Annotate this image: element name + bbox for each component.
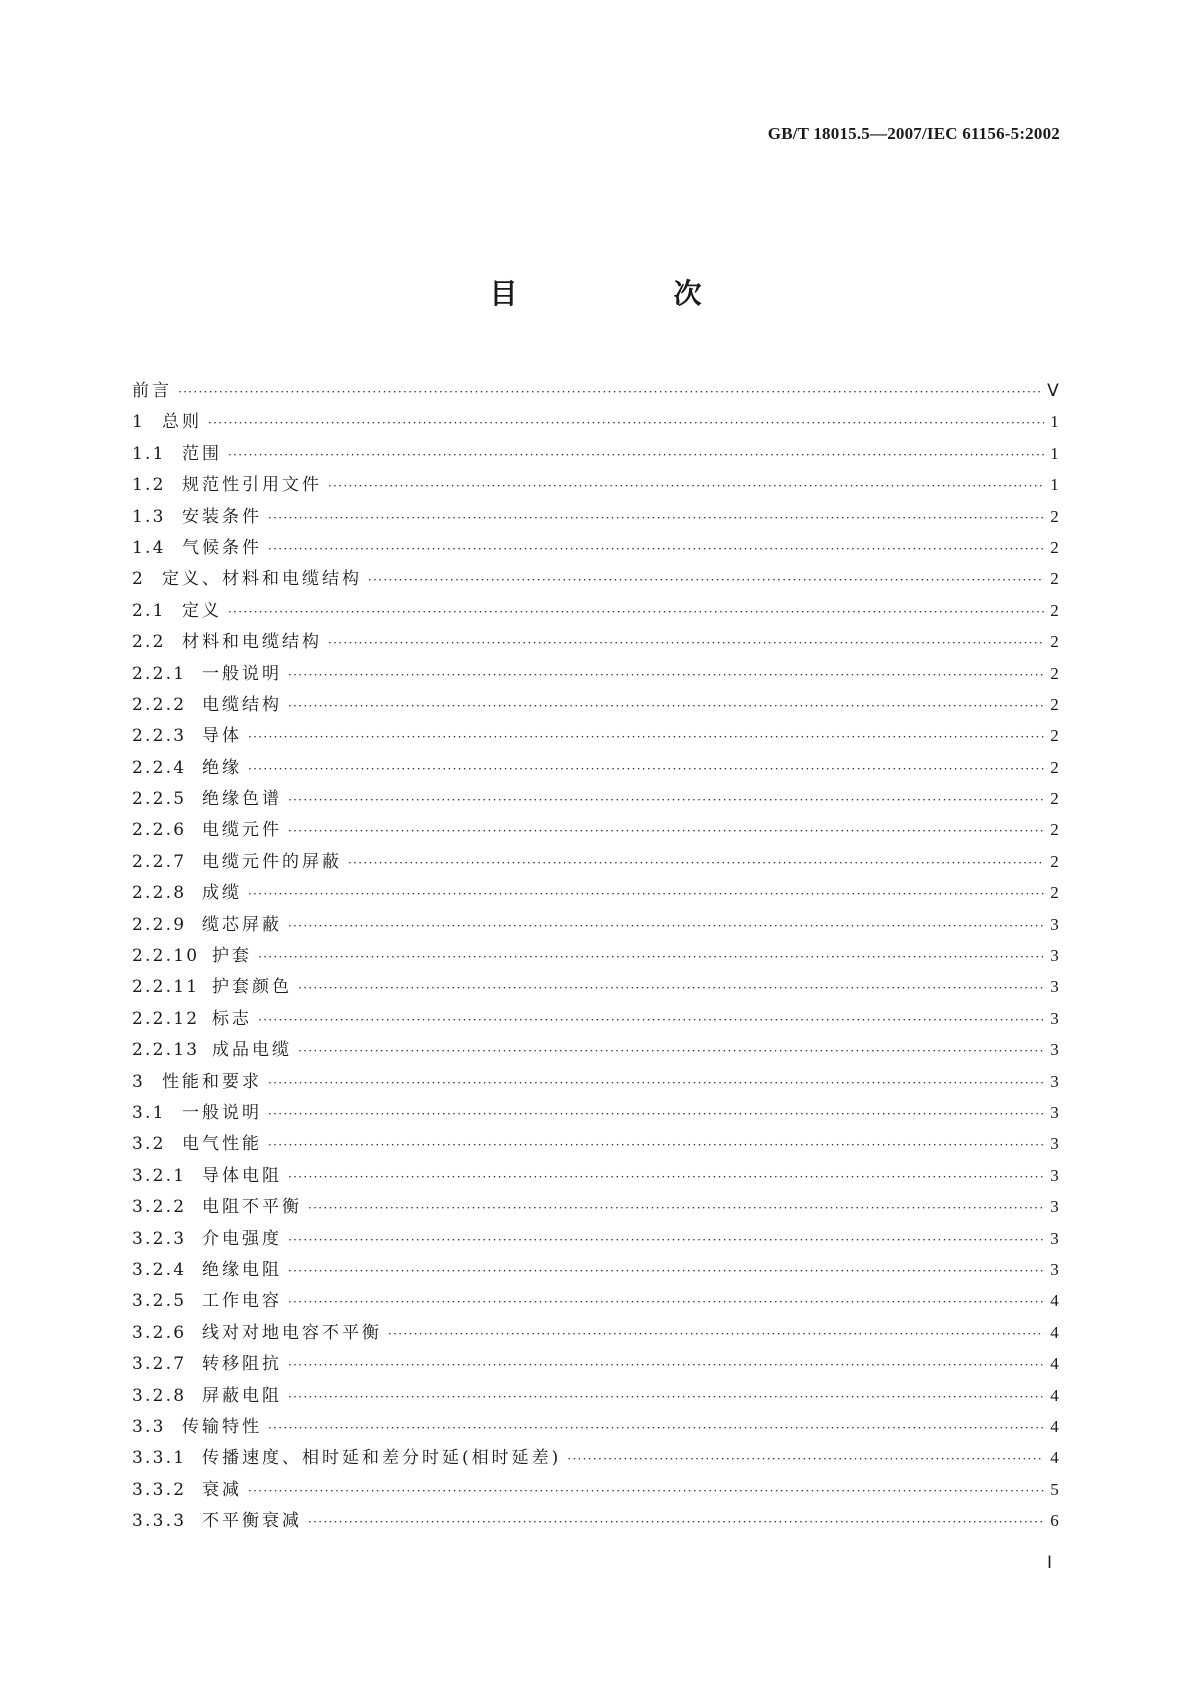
toc-entry-page: 3: [1050, 1040, 1060, 1060]
page-number: Ⅰ: [1046, 1553, 1052, 1572]
leader-dots: [288, 668, 1044, 682]
toc-entry[interactable]: [132, 753, 1060, 784]
toc-entry[interactable]: [132, 815, 1060, 846]
leader-dots: [248, 730, 1044, 744]
leader-dots: [228, 605, 1044, 619]
leader-dots: [288, 1233, 1044, 1247]
toc-entry[interactable]: [132, 1412, 1060, 1443]
leader-dots: [268, 511, 1044, 525]
toc-entry-label: 成缆: [202, 883, 242, 904]
toc-entry-label: 标志: [212, 1008, 252, 1029]
toc-entry[interactable]: [132, 721, 1060, 752]
toc-entry[interactable]: [132, 407, 1060, 438]
toc-entry-label: 传播速度、相时延和差分时延(相时延差): [202, 1448, 562, 1469]
toc-entry-page: 2: [1050, 883, 1060, 903]
leader-dots: [268, 1138, 1044, 1152]
toc-entry-label: 电气性能: [182, 1134, 262, 1155]
page-title: 目 次: [489, 277, 766, 310]
toc-entry-page: Ⅴ: [1047, 381, 1060, 400]
leader-dots: [308, 1201, 1044, 1215]
toc-entry[interactable]: [132, 470, 1060, 501]
toc-entry[interactable]: [132, 1318, 1060, 1349]
toc-entry-label: 缆芯屏蔽: [202, 914, 282, 935]
toc-entry[interactable]: [132, 502, 1060, 533]
toc-entry-page: 2: [1050, 600, 1060, 620]
toc-entry-number: 2.2.4: [132, 757, 187, 778]
toc-entry-label: 转移阻抗: [202, 1354, 282, 1375]
leader-dots: [228, 448, 1044, 462]
leader-dots: [288, 1390, 1044, 1404]
toc-entry-label: 导体电阻: [202, 1165, 282, 1186]
toc-entry[interactable]: [132, 564, 1060, 595]
toc-entry[interactable]: [132, 1255, 1060, 1286]
toc-entry-number: 2.2: [132, 632, 166, 653]
toc-entry-number: 2.2.3: [132, 726, 187, 747]
toc-entry-number: 3.2.7: [132, 1354, 187, 1375]
toc-entry-page: 3: [1050, 946, 1060, 966]
toc-entry-page: 1: [1050, 412, 1060, 432]
toc-entry-page: 2: [1050, 757, 1060, 777]
toc-entry-number: 3: [132, 1071, 146, 1092]
leader-dots: [308, 1515, 1044, 1529]
toc-entry[interactable]: [132, 972, 1060, 1003]
toc-entry-number: 3.2.3: [132, 1228, 187, 1249]
toc-entry-label: 护套颜色: [212, 977, 292, 998]
toc-entry-number: 3.2.1: [132, 1165, 187, 1186]
toc-entry-label: 线对对地电容不平衡: [202, 1322, 382, 1343]
toc-entry-number: 3.2.6: [132, 1322, 187, 1343]
toc-entry[interactable]: [132, 1161, 1060, 1192]
toc-entry-page: 3: [1050, 1071, 1060, 1091]
toc-entry-page: 2: [1050, 694, 1060, 714]
toc-entry-page: 2: [1050, 506, 1060, 526]
toc-entry-label: 定义、材料和电缆结构: [162, 569, 362, 590]
toc-entry-label: 电缆结构: [202, 694, 282, 715]
toc-entry-number: 3.3.3: [132, 1511, 187, 1532]
leader-dots: [288, 793, 1044, 807]
toc-entry-label: 性能和要求: [162, 1071, 262, 1092]
toc-entry-label: 屏蔽电阻: [202, 1385, 282, 1406]
toc-entry-number: 2.1: [132, 600, 166, 621]
toc-entry-label: 成品电缆: [212, 1040, 292, 1061]
toc-entry-page: 3: [1050, 914, 1060, 934]
toc-entry-label: 一般说明: [202, 663, 282, 684]
toc-entry-label: 材料和电缆结构: [182, 632, 322, 653]
toc-entry-page: 4: [1050, 1322, 1060, 1342]
leader-dots: [288, 1170, 1044, 1184]
toc-entry-label: 介电强度: [202, 1228, 282, 1249]
toc-entry-label: 定义: [182, 600, 222, 621]
leader-dots: [288, 919, 1044, 933]
toc-entry-label: 气候条件: [182, 537, 262, 558]
toc-entry-page: 2: [1050, 537, 1060, 557]
toc-entry-number: 3.2.5: [132, 1291, 187, 1312]
toc-entry[interactable]: [132, 847, 1060, 878]
toc-entry-number: 3.3: [132, 1416, 166, 1437]
toc-entry-page: 3: [1050, 1165, 1060, 1185]
toc-entry-page: 4: [1050, 1416, 1060, 1436]
toc-entry-page: 3: [1050, 1197, 1060, 1217]
toc-entry[interactable]: [132, 690, 1060, 721]
toc-entry-page: 2: [1050, 851, 1060, 871]
toc-entry-label: 电缆元件: [202, 820, 282, 841]
leader-dots: [268, 1107, 1044, 1121]
toc-entry-page: 3: [1050, 1134, 1060, 1154]
toc-entry-page: 2: [1050, 726, 1060, 746]
toc-entry-number: 2.2.8: [132, 883, 187, 904]
standard-code: GB/T 18015.5—2007/IEC 61156-5:2002: [767, 124, 1060, 143]
toc-entry-number: 2: [132, 569, 146, 590]
toc-entry-page: 4: [1050, 1448, 1060, 1468]
toc-entry-label: 导体: [202, 726, 242, 747]
toc-entry-number: 2.2.13: [132, 1040, 200, 1061]
toc-entry-label: 一般说明: [182, 1102, 262, 1123]
toc-entry-number: 2.2.5: [132, 789, 187, 810]
toc-entry-page: 2: [1050, 663, 1060, 683]
toc-entry-label: 规范性引用文件: [182, 475, 322, 496]
leader-dots: [248, 762, 1044, 776]
toc-entry-page: 1: [1050, 443, 1060, 463]
toc-entry-label: 绝缘: [202, 757, 242, 778]
toc-entry-page: 2: [1050, 632, 1060, 652]
leader-dots: [388, 1327, 1044, 1341]
toc-entry-number: 1: [132, 412, 146, 433]
leader-dots: [268, 1076, 1044, 1090]
toc-entry-label: 不平衡衰减: [202, 1511, 302, 1532]
toc-entry-label: 范围: [182, 443, 222, 464]
toc-entry-page: 2: [1050, 789, 1060, 809]
toc-entry-label: 衰减: [202, 1479, 242, 1500]
toc-entry[interactable]: [132, 1035, 1060, 1066]
toc-entry-page: 4: [1050, 1291, 1060, 1311]
table-of-contents: [132, 376, 1060, 1537]
toc-entry[interactable]: [132, 1286, 1060, 1317]
toc-entry-page: 3: [1050, 977, 1060, 997]
toc-entry-label: 总则: [162, 412, 202, 433]
toc-entry-number: 1.2: [132, 475, 166, 496]
toc-entry-number: 2.2.10: [132, 946, 200, 967]
toc-entry-number: 2.2.6: [132, 820, 187, 841]
toc-entry-number: 2.2.1: [132, 663, 187, 684]
toc-entry-number: 3.2.8: [132, 1385, 187, 1406]
leader-dots: [368, 573, 1044, 587]
leader-dots: [258, 950, 1044, 964]
toc-entry[interactable]: [132, 1506, 1060, 1537]
toc-entry-page: 3: [1050, 1102, 1060, 1122]
toc-entry-label: 电阻不平衡: [202, 1197, 302, 1218]
leader-dots: [348, 856, 1044, 870]
toc-entry-number: 2.2.7: [132, 851, 187, 872]
leader-dots: [268, 1421, 1044, 1435]
leader-dots: [298, 981, 1044, 995]
leader-dots: [288, 1358, 1044, 1372]
toc-entry-label: 安装条件: [182, 506, 262, 527]
toc-entry-label: 电缆元件的屏蔽: [202, 851, 342, 872]
toc-entry-label: 绝缘电阻: [202, 1259, 282, 1280]
toc-entry-number: 3.2.2: [132, 1197, 187, 1218]
toc-entry-page: 3: [1050, 1228, 1060, 1248]
toc-entry[interactable]: [132, 659, 1060, 690]
toc-entry-number: 1.4: [132, 537, 166, 558]
toc-entry-number: 3.2.4: [132, 1259, 187, 1280]
leader-dots: [567, 1452, 1044, 1466]
toc-entry[interactable]: [132, 533, 1060, 564]
leader-dots: [248, 1484, 1044, 1498]
leader-dots: [328, 479, 1044, 493]
toc-entry[interactable]: [132, 439, 1060, 470]
toc-entry-page: 6: [1050, 1511, 1060, 1531]
toc-entry[interactable]: [132, 596, 1060, 627]
toc-entry-number: 2.2.12: [132, 1008, 200, 1029]
toc-entry[interactable]: [132, 1349, 1060, 1380]
toc-entry[interactable]: [132, 627, 1060, 658]
leader-dots: [328, 636, 1044, 650]
toc-entry[interactable]: [132, 376, 1060, 407]
leader-dots: [288, 699, 1044, 713]
toc-entry[interactable]: [132, 1381, 1060, 1412]
leader-dots: [288, 1264, 1044, 1278]
toc-entry-label: 前言: [132, 381, 172, 401]
toc-entry-number: 3.2: [132, 1134, 166, 1155]
toc-entry[interactable]: [132, 1129, 1060, 1160]
toc-entry-number: 1.1: [132, 443, 166, 464]
leader-dots: [258, 1013, 1044, 1027]
leader-dots: [298, 1044, 1044, 1058]
leader-dots: [268, 542, 1044, 556]
toc-entry-number: 2.2.9: [132, 914, 187, 935]
toc-entry-page: 5: [1050, 1479, 1060, 1499]
toc-entry[interactable]: [132, 784, 1060, 815]
toc-entry[interactable]: [132, 1224, 1060, 1255]
leader-dots: [208, 416, 1044, 430]
leader-dots: [288, 824, 1044, 838]
toc-entry-number: 3.3.1: [132, 1448, 187, 1469]
toc-entry[interactable]: [132, 1067, 1060, 1098]
toc-entry-page: 2: [1050, 820, 1060, 840]
toc-entry-number: 1.3: [132, 506, 166, 527]
toc-entry-number: 2.2.2: [132, 694, 187, 715]
toc-entry[interactable]: [132, 1004, 1060, 1035]
toc-entry-label: 传输特性: [182, 1416, 262, 1437]
toc-entry-label: 护套: [212, 946, 252, 967]
toc-entry[interactable]: [132, 1443, 1060, 1474]
toc-entry-label: 工作电容: [202, 1291, 282, 1312]
leader-dots: [178, 385, 1041, 399]
toc-entry[interactable]: [132, 1475, 1060, 1506]
leader-dots: [288, 1295, 1044, 1309]
leader-dots: [248, 887, 1044, 901]
toc-entry-number: 3.3.2: [132, 1479, 187, 1500]
toc-entry[interactable]: [132, 910, 1060, 941]
toc-entry-number: 2.2.11: [132, 977, 200, 998]
toc-entry-page: 4: [1050, 1354, 1060, 1374]
toc-entry[interactable]: [132, 1192, 1060, 1223]
toc-entry[interactable]: [132, 1098, 1060, 1129]
toc-entry[interactable]: [132, 878, 1060, 909]
toc-entry-page: 4: [1050, 1385, 1060, 1405]
toc-entry-number: 3.1: [132, 1102, 166, 1123]
toc-entry-label: 绝缘色谱: [202, 789, 282, 810]
toc-entry-page: 3: [1050, 1008, 1060, 1028]
toc-entry-page: 3: [1050, 1259, 1060, 1279]
toc-entry-page: 2: [1050, 569, 1060, 589]
toc-entry-page: 1: [1050, 475, 1060, 495]
toc-entry[interactable]: [132, 941, 1060, 972]
